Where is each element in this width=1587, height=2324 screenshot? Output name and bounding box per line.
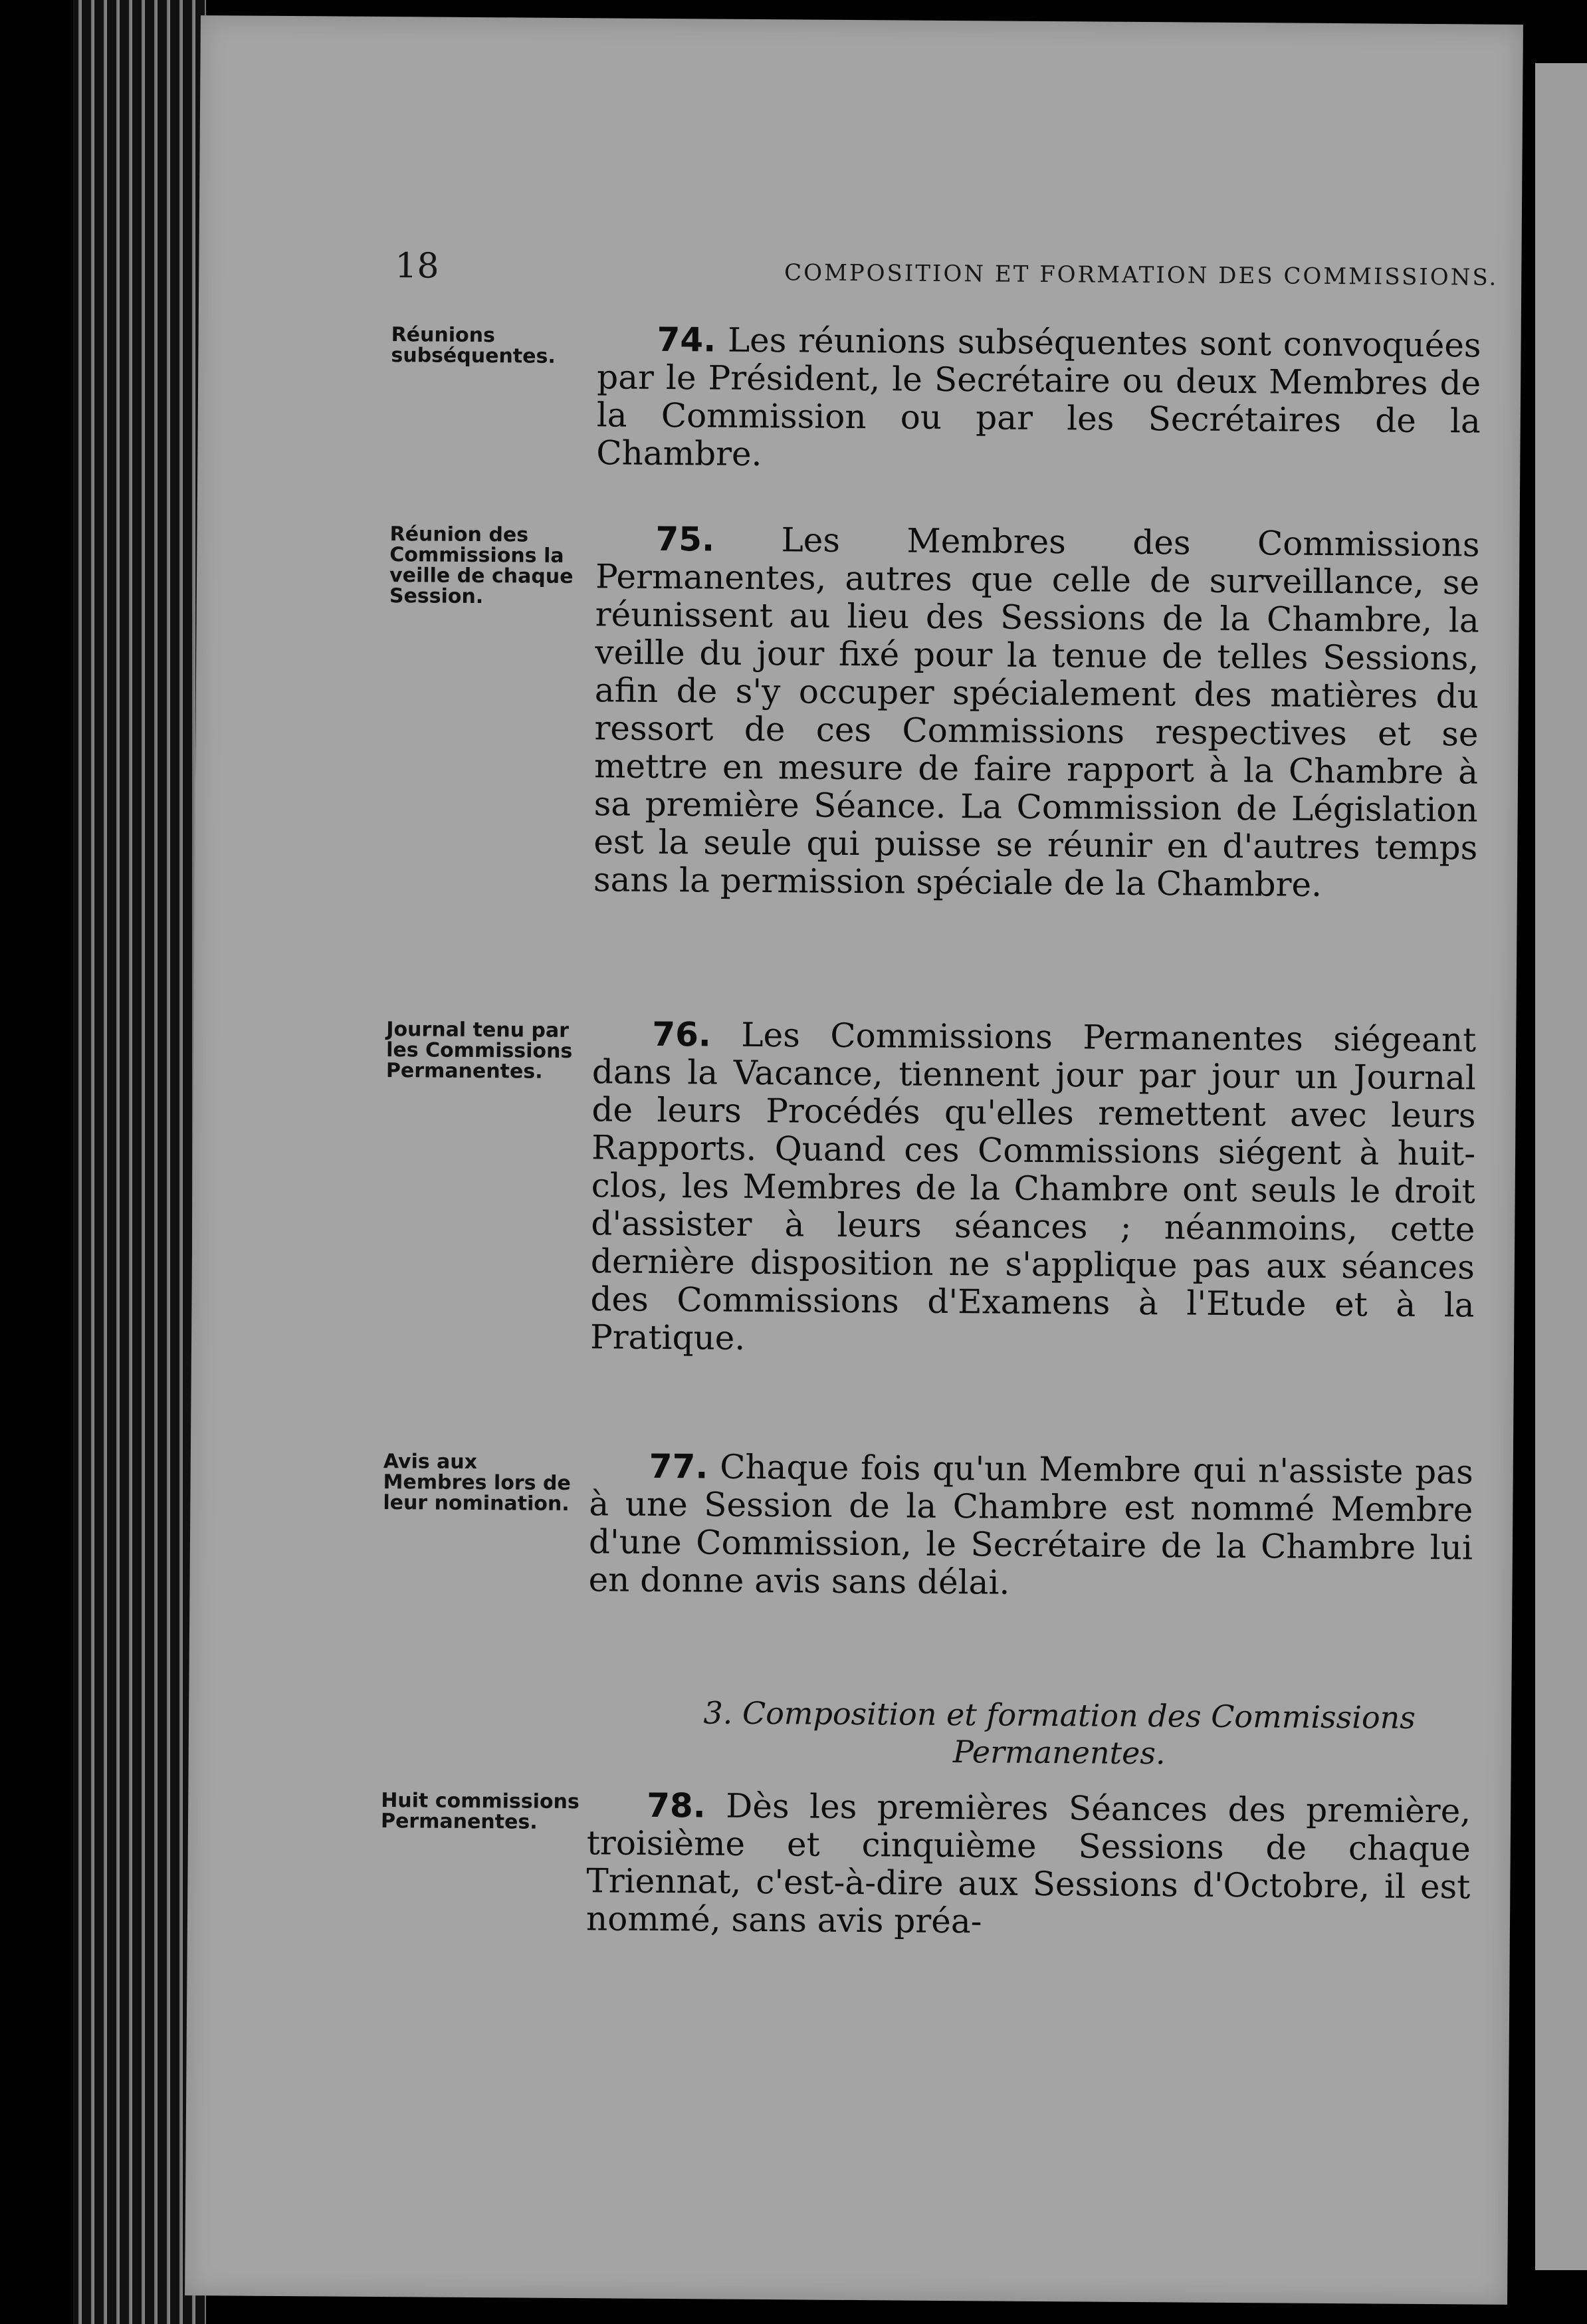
page-header: [395, 246, 1498, 300]
article-text: Les réunions subséquentes sont convoquées par le Président, le Secrétaire ou deux Membres de la Commission ou par les Secrétaires de la Chambre.: [596, 320, 1481, 474]
margin-note: Avis aux Membres lors de leur nomination.: [383, 1450, 571, 1516]
article-paragraph: [586, 1786, 1471, 1944]
article-number: 75.: [655, 519, 715, 559]
article-75: [387, 519, 1513, 1005]
article-76: [383, 1014, 1509, 1434]
section-subheading: [694, 1694, 1426, 1774]
article-number: 77.: [649, 1447, 708, 1486]
article-number: 74.: [657, 320, 716, 360]
article-text: Chaque fois qu'un Membre qui n'assiste pas à une Session de la Chambre est nommé Membre d'une Commission, le Secrétaire de la Chambre lui en donne avis sans délai.: [588, 1447, 1473, 1602]
subheading-text: Composition et formation des Commissions Permanentes.: [742, 1694, 1416, 1772]
page-edges: [73, 0, 206, 2324]
article-77: [382, 1446, 1507, 1667]
page-number: 18: [395, 246, 439, 287]
article-paragraph: [593, 520, 1480, 905]
article-text: Dès les premières Séances des première, troisième et cinquième Sessions de chaque Triennat, c'est-à-dire aux Sessions d'Octobre, il est nommé, sans avis préa-: [585, 1786, 1471, 1941]
article-text: Les Commissions Permanentes siégeant dans la Vacance, tiennent jour par jour un Journal de leurs Procédés qu'elles remettent avec leurs Rapports. Quand ces Commissions siégent à huit-clos, les Membres de la Chambre ont seuls le droit d'assister à leurs séances ; néanmoins, cette dernière disposition ne s'applique pas aux séances des Commissions d'Examens à l'Etude et à la Pratique.: [589, 1015, 1477, 1357]
article-paragraph: [588, 1447, 1473, 1605]
facing-page-edge: [1535, 63, 1587, 2270]
margin-note: Journal tenu par les Commissions Permanentes.: [385, 1018, 573, 1084]
running-head: COMPOSITION ET FORMATION DES COMMISSIONS.: [784, 259, 1499, 291]
article-78: [379, 1785, 1504, 1992]
article-number: 76.: [652, 1014, 712, 1054]
article-text: Les Membres des Commissions Permanentes, autres que celle de surveillance, se réunissent au lieu des Sessions de la Chambre, la veille du jour fixé pour la tenue de telles Sessions, afin de s'y occuper spécialement des matières du ressort de ces Commissions respectives et se mettre en mesure de faire rapport à la Chambre à sa première Séance. La Commission de Législation est la seule qui puisse se réunir en d'autres temps sans la permission spéciale de la Chambre.: [593, 521, 1480, 904]
margin-note: Réunion des Commissions la veille de chaque Session.: [389, 523, 574, 609]
article-paragraph: [596, 320, 1481, 478]
article-paragraph: [590, 1015, 1477, 1362]
article-number: 78.: [647, 1786, 706, 1825]
margin-note: Réunions subséquentes.: [391, 323, 556, 368]
margin-note: Huit commissions Permanentes.: [380, 1789, 580, 1834]
book-page: [185, 15, 1523, 2305]
subheading-number: 3.: [703, 1694, 733, 1731]
article-74: [390, 319, 1515, 520]
